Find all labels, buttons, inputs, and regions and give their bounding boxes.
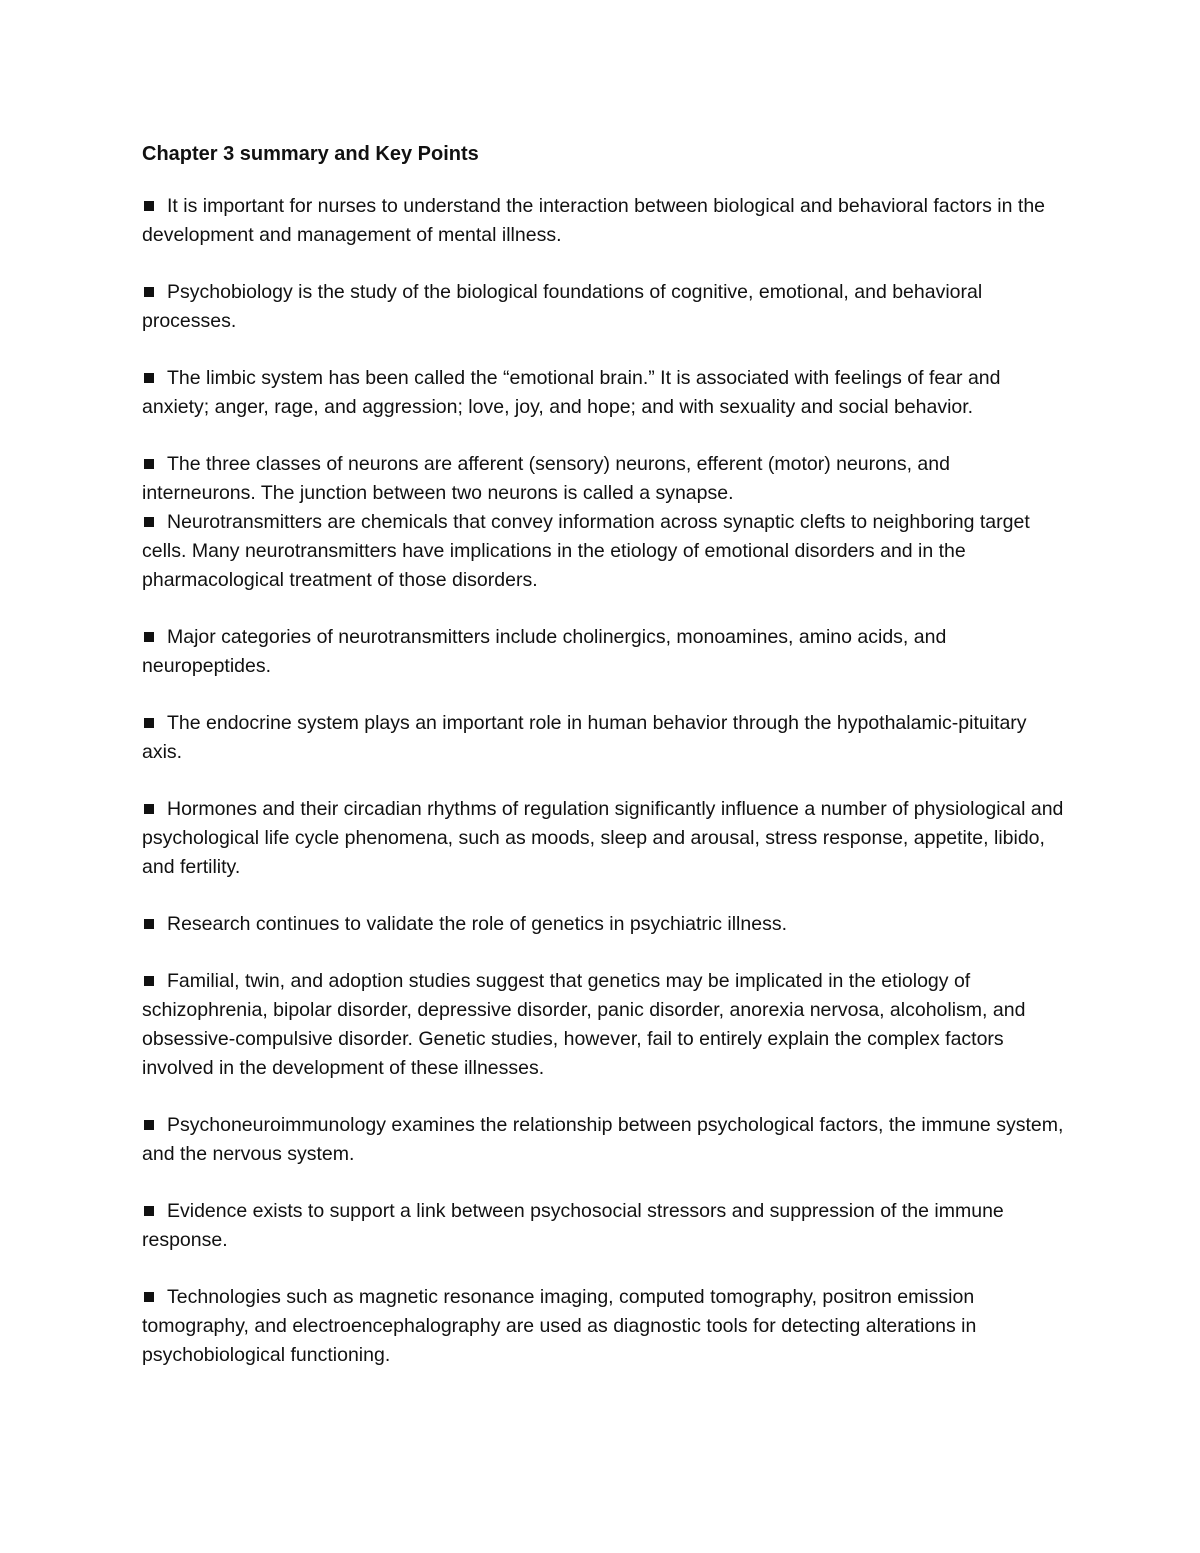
square-bullet-icon bbox=[144, 459, 154, 469]
list-item bbox=[142, 1283, 1067, 1370]
list-item-text: The limbic system has been called the “emotional brain.” It is associated with feelings of fear and anxiety; anger, rage, and aggression; love, joy, and hope; and with sexuality and social behavior. bbox=[142, 367, 1001, 418]
list-item-text: It is important for nurses to understand the interaction between biological and behavioral factors in the development and management of mental illness. bbox=[142, 195, 1046, 246]
list-item-text: Familial, twin, and adoption studies suggest that genetics may be implicated in the etiology of schizophrenia, bipolar disorder, depressive disorder, panic disorder, anorexia nervosa, alcoholism, and obsessive-compulsive disorder. Genetic studies, however, fail to entirely explain the complex factors involved in the development of these illnesses. bbox=[142, 970, 1026, 1079]
square-bullet-icon bbox=[144, 1206, 154, 1216]
list-item-text: Research continues to validate the role of genetics in psychiatric illness. bbox=[167, 913, 787, 935]
list-item-text: Evidence exists to support a link between psychosocial stressors and suppression of the immune response. bbox=[142, 1200, 1004, 1251]
document-page bbox=[142, 140, 1067, 1370]
list-item bbox=[142, 910, 1067, 939]
list-item bbox=[142, 967, 1067, 1083]
square-bullet-icon bbox=[144, 517, 154, 527]
list-item-text: Psychobiology is the study of the biological foundations of cognitive, emotional, and behavioral processes. bbox=[142, 281, 983, 332]
document-title: Chapter 3 summary and Key Points bbox=[142, 143, 479, 165]
list-item-text: Technologies such as magnetic resonance imaging, computed tomography, positron emission tomography, and electroencephalography are used as diagnostic tools for detecting alterations in psychobiological functioning. bbox=[142, 1286, 977, 1366]
list-item bbox=[142, 192, 1067, 250]
square-bullet-icon bbox=[144, 919, 154, 929]
square-bullet-icon bbox=[144, 373, 154, 383]
square-bullet-icon bbox=[144, 201, 154, 211]
list-item bbox=[142, 1197, 1067, 1255]
list-item bbox=[142, 450, 1067, 508]
square-bullet-icon bbox=[144, 1292, 154, 1302]
square-bullet-icon bbox=[144, 718, 154, 728]
list-item-text: Neurotransmitters are chemicals that convey information across synaptic clefts to neighboring target cells. Many neurotransmitters have implications in the etiology of emotional disorders and in the pharmacological treatment of those disorders. bbox=[142, 511, 1030, 591]
list-item bbox=[142, 709, 1067, 767]
list-item-text: Psychoneuroimmunology examines the relationship between psychological factors, the immune system, and the nervous system. bbox=[142, 1114, 1064, 1165]
square-bullet-icon bbox=[144, 287, 154, 297]
list-item-text: The three classes of neurons are afferent (sensory) neurons, efferent (motor) neurons, and interneurons. The junction between two neurons is called a synapse. bbox=[142, 453, 950, 504]
square-bullet-icon bbox=[144, 804, 154, 814]
list-item-text: Major categories of neurotransmitters include cholinergics, monoamines, amino acids, and neuropeptides. bbox=[142, 626, 947, 677]
list-item bbox=[142, 364, 1067, 422]
square-bullet-icon bbox=[144, 1120, 154, 1130]
list-item bbox=[142, 1111, 1067, 1169]
list-item bbox=[142, 795, 1067, 882]
list-item bbox=[142, 508, 1067, 595]
square-bullet-icon bbox=[144, 632, 154, 642]
list-item bbox=[142, 623, 1067, 681]
list-item-text: The endocrine system plays an important role in human behavior through the hypothalamic-pituitary axis. bbox=[142, 712, 1027, 763]
square-bullet-icon bbox=[144, 976, 154, 986]
list-item bbox=[142, 278, 1067, 336]
list-item-text: Hormones and their circadian rhythms of regulation significantly influence a number of physiological and psychological life cycle phenomena, such as moods, sleep and arousal, stress response, appetite, libido, and fertility. bbox=[142, 798, 1064, 878]
